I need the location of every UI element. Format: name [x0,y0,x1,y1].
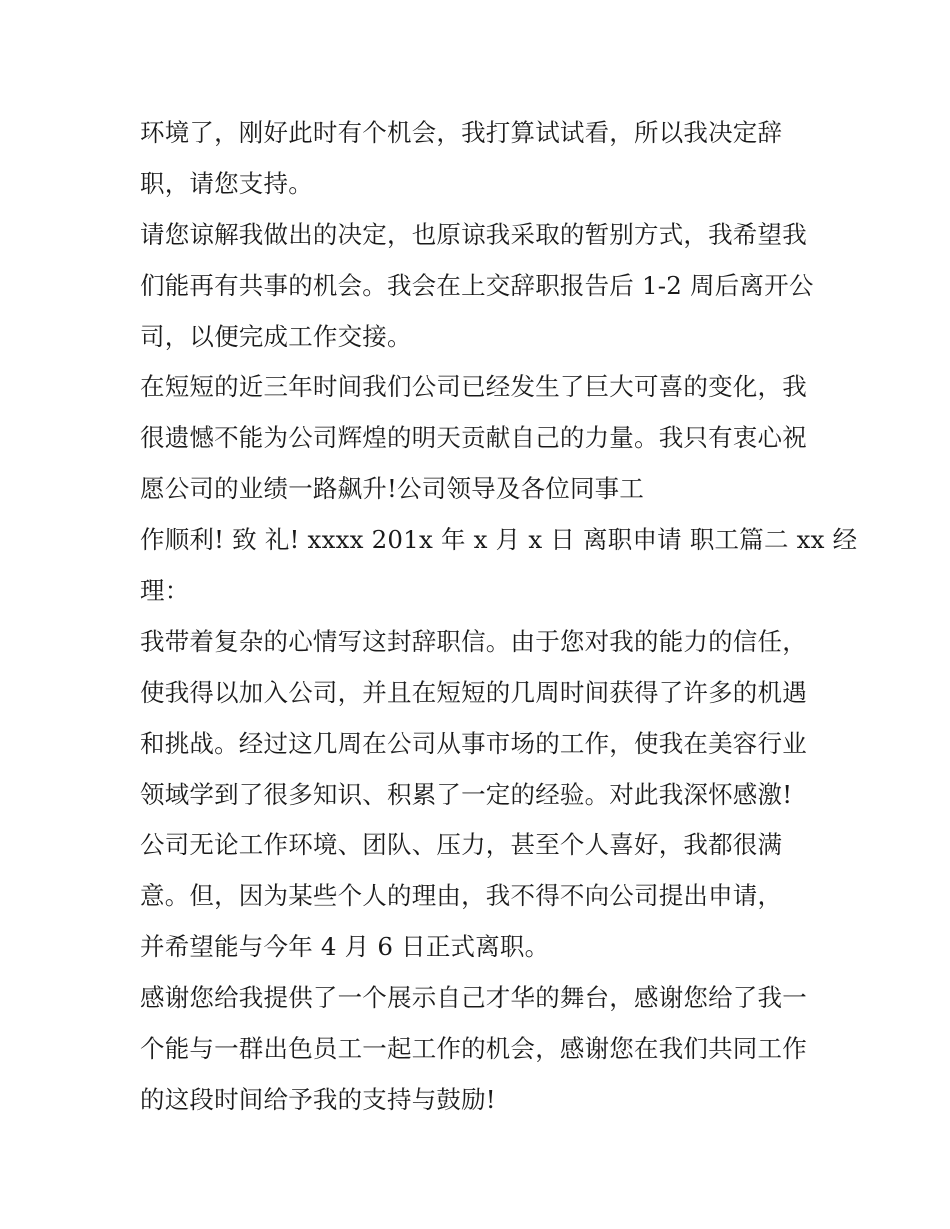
text-line: 感谢您给我提供了一个展示自己才华的舞台，感谢您给了我一 [140,983,807,1013]
text-line: 公司无论工作环境、团队、压力，甚至个人喜好，我都很满 [140,830,783,860]
text-line: 很遗憾不能为公司辉煌的明天贡献自己的力量。我只有衷心祝 [140,423,807,453]
text-line: 和挑战。经过这几周在公司从事市场的工作，使我在美容行业 [140,728,807,758]
text-line: 使我得以加入公司，并且在短短的几周时间获得了许多的机遇 [140,677,807,707]
text-line: 个能与一群出色员工一起工作的机会，感谢您在我们共同工作 [140,1034,807,1064]
text-line: 请您谅解我做出的决定，也原谅我采取的暂别方式，我希望我 [140,219,807,249]
text-line: 职，请您支持。 [140,168,313,198]
text-line: 领域学到了很多知识、积累了一定的经验。对此我深怀感激! [140,779,793,809]
letter-body [140,108,858,1126]
text-line: 环境了，刚好此时有个机会，我打算试试看，所以我决定辞 [140,118,783,147]
text-line: 的这段时间给予我的支持与鼓励! [140,1084,496,1114]
text-line: 愿公司的业绩一路飙升!公司领导及各位同事工 [140,474,645,504]
text-line: 意。但，因为某些个人的理由，我不得不向公司提出申请， [140,881,783,911]
text-line: 们能再有共事的机会。我会在上交辞职报告后 1-2 周后离开公 [140,270,814,300]
text-line: 理： [140,576,190,606]
text-line: 司，以便完成工作交接。 [140,321,412,351]
text-line: 我带着复杂的心情写这封辞职信。由于您对我的能力的信任， [140,626,807,656]
text-line: 并希望能与今年 4 月 6 日正式离职。 [140,932,550,962]
text-line: 作顺利! 致 礼! xxxx 201x 年 x 月 x 日 离职申请 职工篇二 xx 经 [140,525,858,555]
text-line: 在短短的近三年时间我们公司已经发生了巨大可喜的变化，我 [140,372,807,402]
